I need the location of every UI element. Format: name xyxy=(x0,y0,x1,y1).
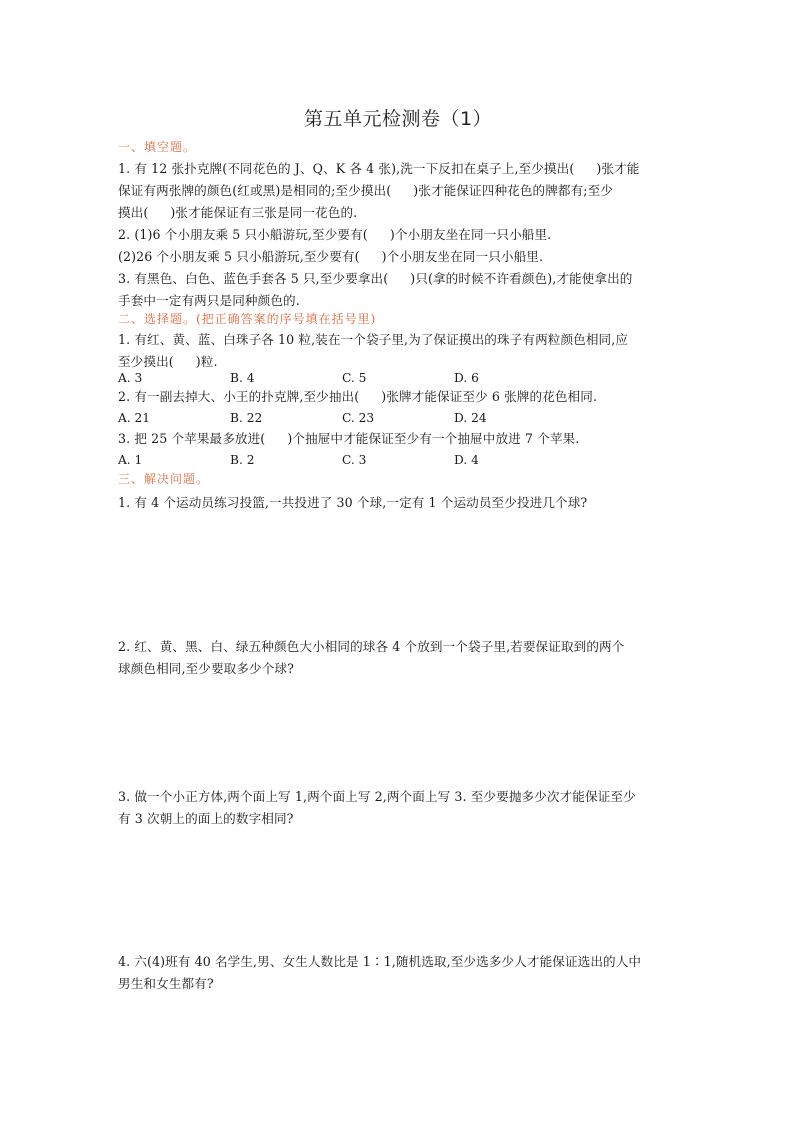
choice-q1-line2 xyxy=(118,351,678,373)
option-b[interactable]: B. 22 xyxy=(230,411,263,425)
fill-q2-part2 xyxy=(118,246,678,268)
option-a[interactable]: A. 3 xyxy=(118,371,143,385)
text: )张才能保证四种花色的牌都有;至少 xyxy=(413,183,614,198)
option-b[interactable]: B. 4 xyxy=(230,371,255,385)
text: 摸出( xyxy=(118,205,149,220)
page-title: 第五单元检测卷（1） xyxy=(303,108,493,130)
option-d[interactable]: D. 24 xyxy=(454,411,487,425)
text: )张才能 xyxy=(596,161,640,176)
choice-q1-line1: 1. 有红、黄、蓝、白珠子各 10 粒,装在一个袋子里,为了保证摸出的珠子有两粒颜色相同,应 xyxy=(118,332,629,347)
text: 至少摸出( xyxy=(118,354,174,369)
fill-q1-line1 xyxy=(118,158,678,180)
option-c[interactable]: C. 23 xyxy=(342,411,375,425)
option-d[interactable]: D. 6 xyxy=(454,371,479,385)
solve-q2-answer-area[interactable] xyxy=(118,682,678,782)
text: )个小朋友坐在同一只小船里. xyxy=(389,227,552,242)
solve-q2-line1: 2. 红、黄、黑、白、绿五种颜色大小相同的球各 4 个放到一个袋子里,若要保证取到的两个 xyxy=(118,639,625,654)
option-b[interactable]: B. 2 xyxy=(230,453,255,467)
solve-q3-answer-area[interactable] xyxy=(118,832,678,948)
solve-q1-answer-area[interactable] xyxy=(118,516,678,632)
section-heading-fill-in: 一、填空题。 xyxy=(118,140,197,154)
choice-q3-line xyxy=(118,428,678,450)
text: )个抽屉中才能保证至少有一个抽屉中放进 7 个苹果. xyxy=(287,431,580,446)
text: )张才能保证有三张是同一花色的. xyxy=(170,205,358,220)
solve-q4-answer-area[interactable] xyxy=(118,997,678,1107)
fill-q1-line2 xyxy=(118,180,678,202)
text: )粒. xyxy=(195,354,218,369)
solve-q4-line2: 男生和女生都有? xyxy=(118,976,214,991)
option-c[interactable]: C. 5 xyxy=(342,371,367,385)
solve-q3-line2: 有 3 次朝上的面上的数字相同? xyxy=(118,811,294,826)
solve-q2-line2: 球颜色相同,至少要取多少个球? xyxy=(118,661,294,676)
solve-q3-line1: 3. 做一个小正方体,两个面上写 1,两个面上写 2,两个面上写 3. 至少要抛多少次才能保证至少 xyxy=(118,789,636,804)
text: 保证有两张牌的颜色(红或黑)是相同的;至少摸出( xyxy=(118,183,392,198)
section-heading-multiple-choice: 二、选择题。(把正确答案的序号填在括号里) xyxy=(118,312,377,326)
text: )张牌才能保证至少 6 张牌的花色相同. xyxy=(381,389,598,404)
text: 3. 有黑色、白色、蓝色手套各 5 只,至少要拿出( xyxy=(118,271,389,286)
fill-q3-line2: 手套中一定有两只是同种颜色的. xyxy=(118,293,300,308)
text: (2)26 个小朋友乘 5 只小船游玩,至少要有( xyxy=(118,249,360,264)
text: )个小朋友坐在同一只小船里. xyxy=(381,249,544,264)
text: 2. 有一副去掉大、小王的扑克牌,至少抽出( xyxy=(118,389,360,404)
solve-q4-line1: 4. 六(4)班有 40 名学生,男、女生人数比是 1∶1,随机选取,至少选多少人才能保证选出的人中 xyxy=(118,954,642,969)
fill-q1-line3 xyxy=(118,202,678,224)
option-a[interactable]: A. 21 xyxy=(118,411,151,425)
option-c[interactable]: C. 3 xyxy=(342,453,367,467)
text: 1. 有 12 张扑克牌(不同花色的 J、Q、K 各 4 张),洗一下反扣在桌子上,至少摸出( xyxy=(118,161,575,176)
fill-q2-part1 xyxy=(118,224,678,246)
option-d[interactable]: D. 4 xyxy=(454,453,479,467)
choice-q2-line xyxy=(118,386,678,408)
text: 2. (1)6 个小朋友乘 5 只小船游玩,至少要有( xyxy=(118,227,368,242)
text: )只(拿的时候不许看颜色),才能使拿出的 xyxy=(410,271,633,286)
section-heading-problem-solving: 三、解决问题。 xyxy=(118,472,210,486)
text: 3. 把 25 个苹果最多放进( xyxy=(118,431,266,446)
option-a[interactable]: A. 1 xyxy=(118,453,143,467)
fill-q3-line1 xyxy=(118,268,678,290)
solve-q1-line1: 1. 有 4 个运动员练习投篮,一共投进了 30 个球,一定有 1 个运动员至少投进几个球? xyxy=(118,495,588,510)
